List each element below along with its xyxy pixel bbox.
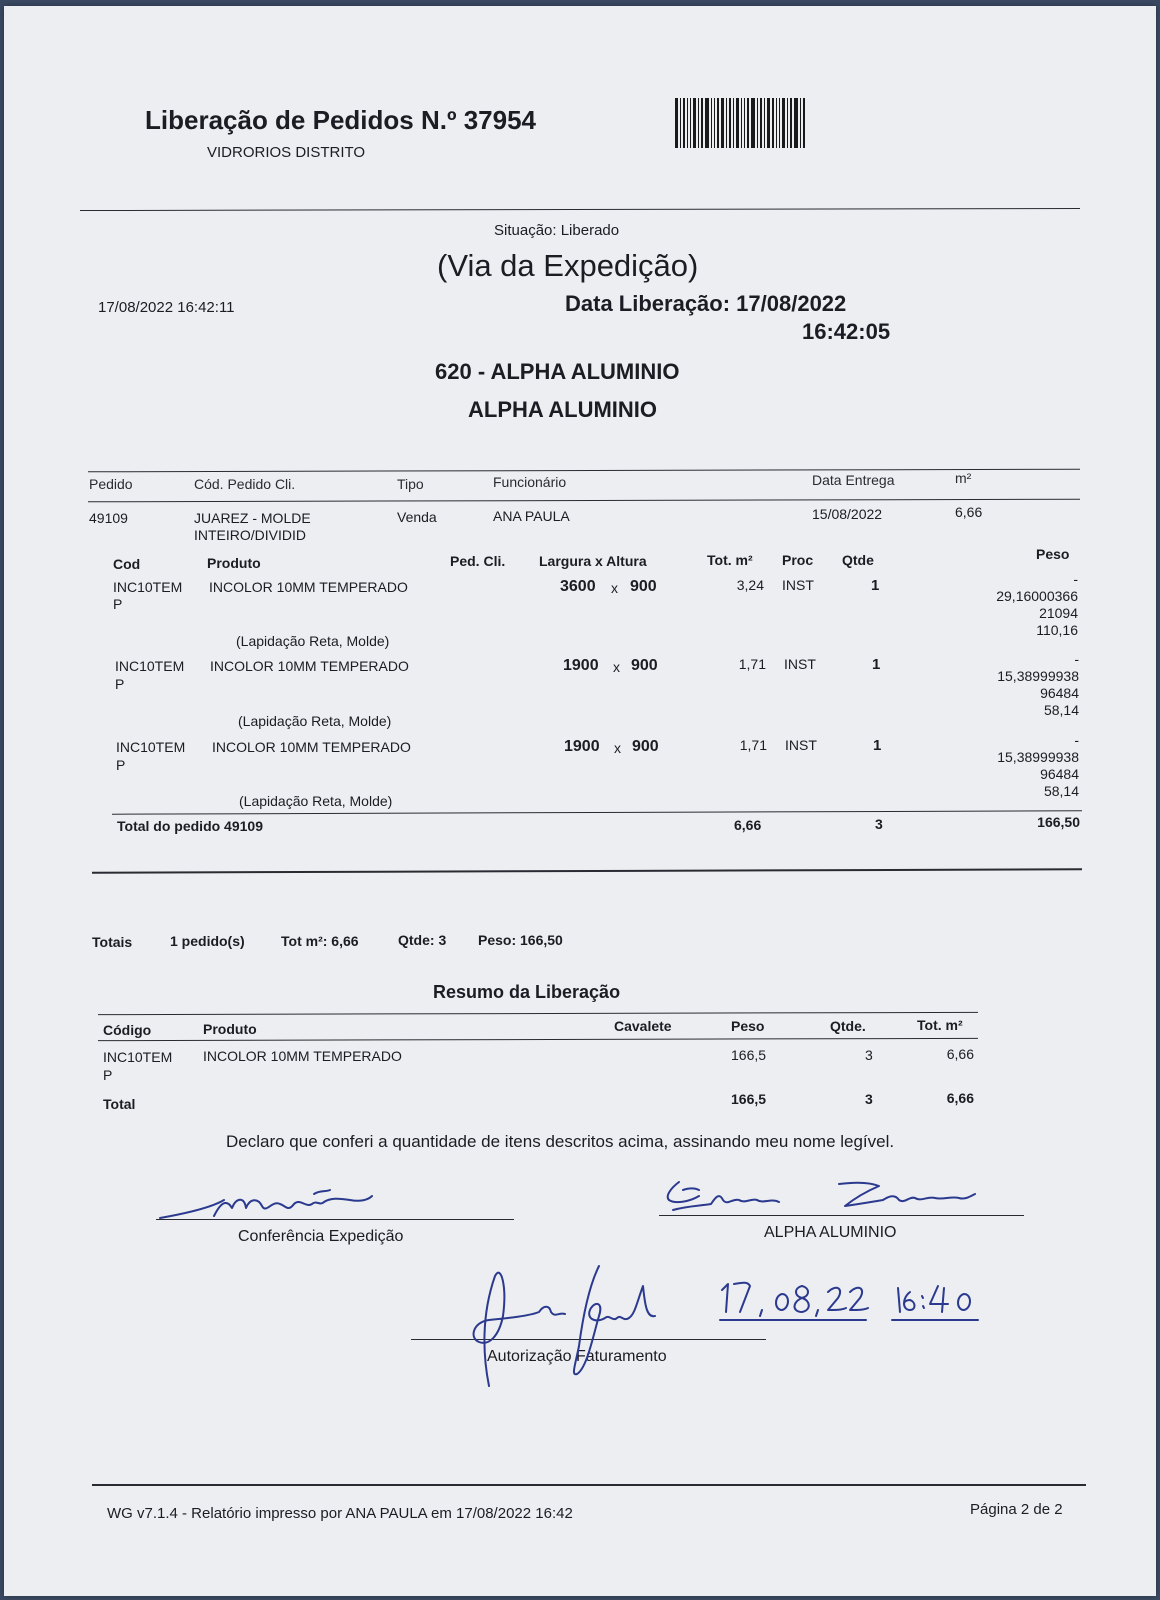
col-proc: Proc	[782, 552, 814, 568]
order-type: Venda	[397, 509, 437, 525]
item-tot-m2: 3,24	[736, 577, 764, 593]
barcode-bar	[705, 98, 709, 148]
item-observation: (Lapidação Reta, Molde)	[239, 793, 393, 809]
summary-code-cont: P	[103, 1067, 113, 1083]
item-peso-total: 58,14	[1043, 702, 1079, 718]
barcode-bar	[726, 98, 727, 148]
item-height: 900	[631, 657, 658, 674]
item-product: INCOLOR 10MM TEMPERADO	[210, 658, 409, 674]
summary-title: Resumo da Liberação	[433, 982, 621, 1002]
printed-datetime: 17/08/2022 16:42:11	[98, 299, 235, 316]
divider	[98, 1038, 978, 1041]
col-qtde: Qtde	[842, 552, 874, 568]
order-number: 49109	[89, 510, 128, 526]
item-peso-cont: 21094	[1039, 605, 1078, 621]
barcode-bar	[790, 98, 792, 148]
via-title: (Via da Expedição)	[437, 248, 699, 283]
footer-print-info: WG v7.1.4 - Relatório impresso por ANA PAULA em 17/08/2022 16:42	[107, 1505, 573, 1522]
totals-peso: Peso: 166,50	[478, 932, 563, 948]
item-x: x	[613, 659, 620, 675]
divider	[92, 868, 1082, 873]
item-code-cont: P	[115, 676, 125, 692]
item-code: INC10TEM	[115, 658, 185, 674]
item-peso-dash: -	[1073, 571, 1078, 587]
item-height: 900	[632, 738, 659, 755]
declaration-text: Declaro que conferi a quantidade de itens descritos acima, assinando meu nome legível.	[226, 1132, 895, 1151]
barcode-bar	[698, 98, 699, 148]
item-code-cont: P	[116, 757, 126, 773]
item-width: 1900	[563, 657, 599, 674]
item-observation: (Lapidação Reta, Molde)	[238, 713, 392, 729]
handwritten-signature-right	[659, 1176, 989, 1221]
summary-total-qtde: 3	[865, 1091, 873, 1107]
barcode-bar	[757, 98, 758, 148]
item-x: x	[614, 740, 621, 756]
client-code-name: 620 - ALPHA ALUMINIO	[435, 359, 680, 384]
situation-text: Situação: Liberado	[494, 222, 620, 239]
item-proc: INST	[782, 577, 814, 593]
barcode-bar	[779, 98, 780, 148]
item-height: 900	[630, 578, 657, 595]
barcode-bar	[675, 98, 678, 148]
order-total-m2: 6,66	[734, 817, 762, 833]
item-qtde: 1	[872, 656, 881, 673]
item-tot-m2: 1,71	[739, 737, 767, 753]
barcode-bar	[683, 98, 685, 148]
item-width: 1900	[564, 738, 600, 755]
barcode-bar	[772, 98, 774, 148]
barcode-bar	[800, 98, 801, 148]
summary-total-label: Total	[103, 1096, 136, 1112]
divider	[98, 1012, 978, 1015]
item-peso-total: 110,16	[1036, 622, 1078, 638]
col-pedido: Pedido	[89, 476, 133, 492]
item-qtde: 1	[871, 577, 880, 594]
barcode-bar	[701, 98, 703, 148]
item-peso: 15,38999938	[997, 749, 1079, 765]
item-x: x	[611, 580, 618, 596]
barcode-bar	[767, 98, 770, 148]
item-peso: 29,16000366	[996, 588, 1078, 604]
col-tot-m2: Tot. m²	[707, 552, 753, 568]
barcode-bar	[744, 98, 745, 148]
item-product: INCOLOR 10MM TEMPERADO	[209, 579, 408, 595]
col-produto: Produto	[207, 555, 261, 571]
col-largura-altura: Largura x Altura	[539, 553, 647, 569]
barcode-bar	[751, 98, 755, 148]
barcode-bar	[690, 98, 691, 148]
signature-label-auth: Autorização Faturamento	[487, 1348, 667, 1365]
order-delivery-date: 15/08/2022	[812, 506, 883, 522]
summary-col-tot-m2: Tot. m²	[917, 1017, 963, 1033]
barcode-bar	[717, 98, 719, 148]
item-peso-cont: 96484	[1040, 685, 1079, 701]
col-cod-pedido-cli: Cód. Pedido Cli.	[194, 476, 296, 492]
signature-label-right: ALPHA ALUMINIO	[764, 1224, 897, 1241]
barcode-bar	[760, 98, 762, 148]
signature-label-left: Conferência Expedição	[238, 1228, 404, 1245]
col-m2: m²	[955, 470, 972, 486]
handwritten-signature-auth	[459, 1256, 689, 1396]
item-width: 3600	[560, 578, 596, 595]
divider	[92, 1484, 1086, 1486]
col-ped-cli: Ped. Cli.	[450, 553, 506, 569]
barcode-bar	[741, 98, 742, 148]
summary-total-m2: 6,66	[946, 1090, 974, 1106]
order-employee: ANA PAULA	[493, 508, 570, 524]
order-total-label: Total do pedido 49109	[117, 818, 263, 834]
item-qtde: 1	[873, 737, 882, 754]
handwritten-signature-left	[154, 1186, 384, 1226]
divider	[112, 810, 1082, 814]
order-m2: 6,66	[955, 504, 983, 520]
client-name: ALPHA ALUMINIO	[468, 397, 658, 422]
barcode-bar	[729, 98, 731, 148]
release-time: 16:42:05	[802, 319, 891, 344]
barcode-bar	[776, 98, 777, 148]
barcode-bar	[680, 98, 681, 148]
summary-code: INC10TEM	[103, 1049, 173, 1065]
totals-m2: Tot m²: 6,66	[281, 933, 359, 949]
barcode-bar	[721, 98, 724, 148]
barcode-bar	[787, 98, 788, 148]
barcode	[675, 98, 849, 148]
col-cod: Cod	[113, 556, 141, 572]
item-product: INCOLOR 10MM TEMPERADO	[212, 739, 411, 755]
summary-qtde: 3	[865, 1047, 873, 1063]
handwritten-date	[716, 1274, 1000, 1329]
col-funcionario: Funcionário	[493, 474, 567, 490]
barcode-bar	[711, 98, 712, 148]
barcode-bar	[736, 98, 739, 148]
item-peso-total: 58,14	[1043, 783, 1079, 799]
item-peso-cont: 96484	[1040, 766, 1079, 782]
summary-product: INCOLOR 10MM TEMPERADO	[203, 1048, 402, 1064]
order-client-code-line2: INTEIRO/DIVIDID	[194, 527, 307, 543]
col-data-entrega: Data Entrega	[812, 472, 895, 488]
item-observation: (Lapidação Reta, Molde)	[236, 633, 390, 649]
barcode-bar	[714, 98, 715, 148]
order-total-qtde: 3	[875, 816, 883, 832]
company-name: VIDRORIOS DISTRITO	[207, 144, 366, 161]
barcode-bar	[782, 98, 785, 148]
col-tipo: Tipo	[397, 476, 424, 492]
item-peso-dash: -	[1074, 732, 1079, 748]
item-code: INC10TEM	[116, 739, 186, 755]
order-total-peso: 166,50	[1037, 814, 1080, 830]
divider	[80, 208, 1080, 211]
item-proc: INST	[784, 656, 816, 672]
summary-col-cavalete: Cavalete	[614, 1018, 672, 1034]
divider	[88, 499, 1080, 503]
totals-pedidos: 1 pedido(s)	[170, 933, 245, 949]
barcode-bar	[693, 98, 696, 148]
barcode-bar	[733, 98, 734, 148]
summary-col-codigo: Código	[103, 1022, 152, 1038]
document-page	[4, 6, 1156, 1596]
page-number: Página 2 de 2	[970, 1501, 1063, 1518]
release-date: Data Liberação: 17/08/2022	[565, 291, 847, 316]
item-code-cont: P	[113, 596, 123, 612]
item-proc: INST	[785, 737, 817, 753]
divider	[88, 469, 1080, 473]
summary-total-peso: 166,5	[731, 1091, 767, 1107]
document-title: Liberação de Pedidos N.º 37954	[145, 105, 536, 135]
barcode-bar	[687, 98, 688, 148]
summary-col-peso: Peso	[731, 1018, 765, 1034]
item-code: INC10TEM	[113, 579, 183, 595]
totals-label: Totais	[92, 934, 133, 950]
summary-col-produto: Produto	[203, 1021, 257, 1037]
barcode-bar	[747, 98, 749, 148]
order-client-code-line1: JUAREZ - MOLDE	[194, 510, 311, 526]
barcode-bar	[803, 98, 805, 148]
barcode-bar	[794, 98, 798, 148]
col-peso: Peso	[1036, 546, 1070, 562]
summary-tot-m2: 6,66	[946, 1046, 974, 1062]
summary-col-qtde: Qtde.	[830, 1018, 866, 1034]
item-peso-dash: -	[1074, 651, 1079, 667]
totals-qtde: Qtde: 3	[398, 932, 447, 948]
summary-peso: 166,5	[731, 1047, 767, 1063]
item-tot-m2: 1,71	[738, 656, 766, 672]
barcode-bar	[764, 98, 765, 148]
item-peso: 15,38999938	[997, 668, 1079, 684]
